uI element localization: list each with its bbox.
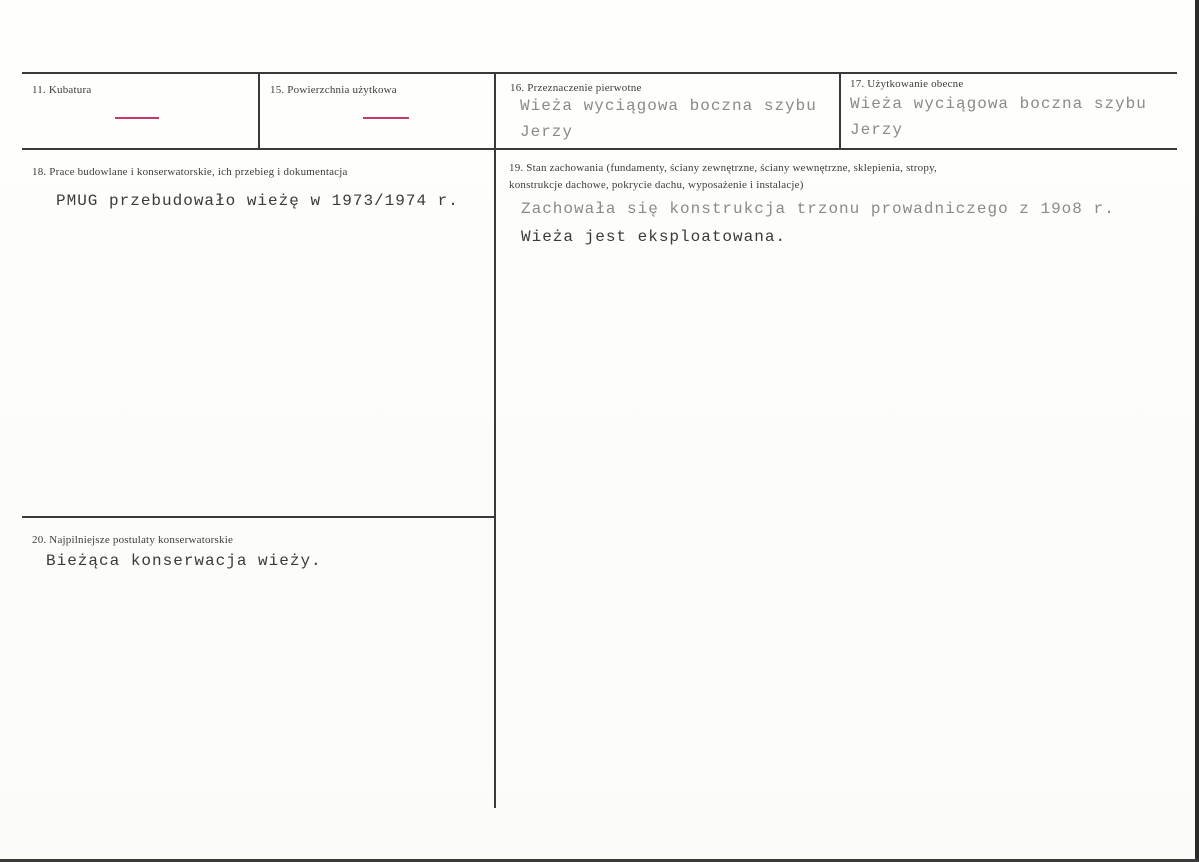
field-20-value: Bieżąca konserwacja wieży. — [46, 552, 322, 570]
col-divider-3 — [839, 72, 841, 149]
field-17-value-line1: Wieża wyciągowa boczna szybu — [850, 95, 1147, 113]
field-19-value-line1: Zachowała się konstrukcja trzonu prowadniczego z 19o8 r. — [521, 200, 1115, 218]
field-18-label: 18. Prace budowlane i konserwatorskie, ich przebieg i dokumentacja — [32, 166, 348, 178]
col-divider-2 — [494, 72, 496, 808]
field-11-dash — [115, 117, 159, 119]
field-17-label: 17. Użytkowanie obecne — [850, 78, 964, 90]
field-15-dash — [363, 117, 409, 119]
field-16-value-line2: Jerzy — [520, 123, 574, 141]
field20-top-rule — [22, 516, 494, 518]
field-19-value-line2: Wieża jest eksploatowana. — [521, 228, 787, 246]
field-11-label: 11. Kubatura — [32, 84, 92, 96]
field-18-value: PMUG przebudowało wieżę w 1973/1974 r. — [56, 192, 459, 210]
field-20-label: 20. Najpilniejsze postulaty konserwatorskie — [32, 534, 234, 546]
col-divider-1 — [258, 72, 260, 149]
top-rule — [22, 72, 1177, 74]
field-16-value-line1: Wieża wyciągowa boczna szybu — [520, 97, 817, 115]
field-19-label-line2: konstrukcje dachowe, pokrycie dachu, wyposażenie i instalacje) — [509, 179, 804, 191]
field-19-label-line1: 19. Stan zachowania (fundamenty, ściany zewnętrzne, ściany wewnętrzne, sklepienia, stropy, — [509, 162, 938, 174]
field-17-value-line2: Jerzy — [850, 121, 904, 139]
row1-bottom-rule — [22, 148, 1177, 150]
field-16-label: 16. Przeznaczenie pierwotne — [510, 82, 642, 94]
field-15-label: 15. Powierzchnia użytkowa — [270, 84, 397, 96]
scan-edge-right — [1195, 0, 1199, 862]
